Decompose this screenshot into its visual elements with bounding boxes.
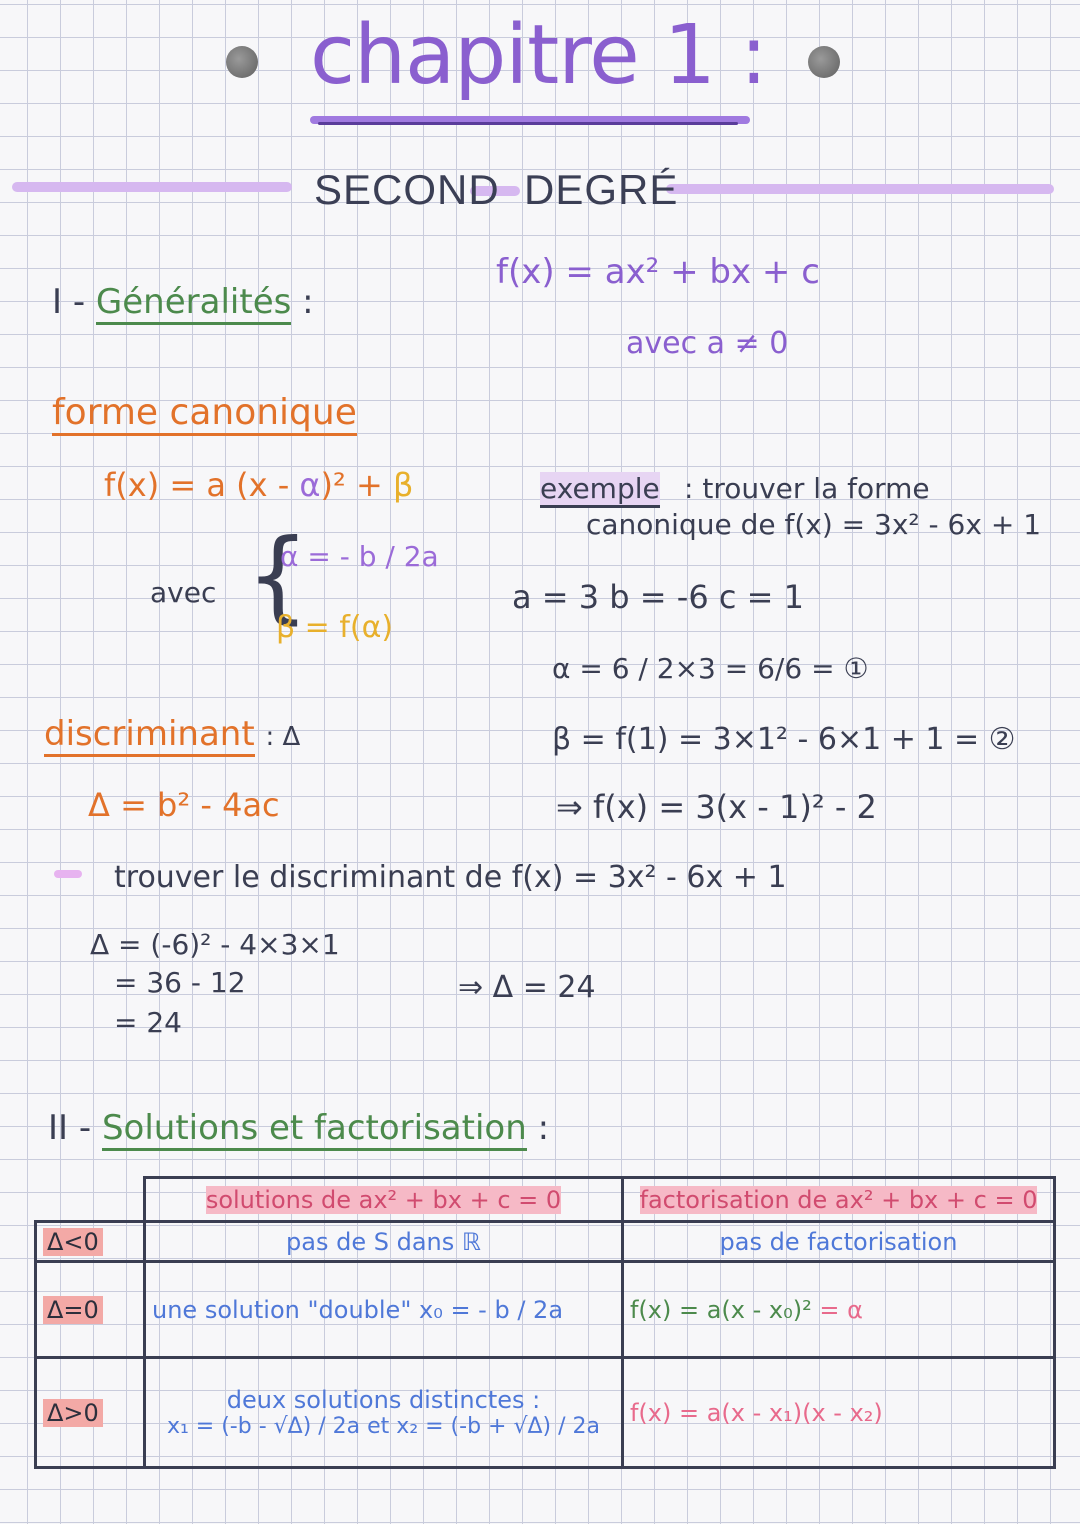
discriminant-step1: Δ = (-6)² - 4×3×1	[90, 928, 340, 961]
formula-beta: β	[392, 466, 414, 504]
row-label-zero	[36, 1262, 145, 1358]
section2-number: II -	[48, 1108, 92, 1148]
alpha-definition: α = - b / 2a	[280, 540, 439, 573]
definition-formula: f(x) = ax² + bx + c	[496, 252, 820, 292]
header-factorisation	[622, 1178, 1054, 1222]
exemple-coeffs: a = 3 b = -6 c = 1	[512, 578, 804, 616]
solutions-positive-line2: x₁ = (-b - √Δ) / 2a et x₂ = (-b + √Δ) / 2a	[166, 1414, 600, 1439]
bullet-dash	[54, 870, 82, 878]
section1-heading	[52, 282, 314, 322]
section2-heading	[48, 1108, 549, 1148]
exemple-beta-calc: β = f(1) = 3×1² - 6×1 + 1 = ②	[552, 722, 1016, 757]
exemple-label: exemple	[540, 472, 660, 508]
cell-solutions-zero: une solution "double" x₀ = - b / 2a	[145, 1262, 623, 1358]
table-corner	[36, 1178, 145, 1222]
subtitle-line-right	[666, 184, 1054, 194]
delta-negative-tag: Δ<0	[43, 1228, 103, 1256]
cell-solutions-negative: pas de S dans ℝ	[145, 1222, 623, 1262]
discriminant-symbol: : Δ	[265, 722, 301, 752]
brace-icon: {	[246, 517, 310, 634]
cell-factorisation-zero	[622, 1262, 1054, 1358]
page-title: chapitre 1 :	[310, 8, 767, 103]
exemple-alpha-calc: α = 6 / 2×3 = 6/6 = ①	[552, 652, 869, 685]
cell-factorisation-positive: f(x) = a(x - x₁)(x - x₂)	[622, 1358, 1054, 1468]
subtitle-line-left	[12, 182, 292, 192]
binder-hole-right	[808, 46, 840, 78]
row-label-positive	[36, 1358, 145, 1468]
delta-zero-tag: Δ=0	[43, 1296, 103, 1324]
table-header-row	[36, 1178, 1055, 1222]
table-row	[36, 1262, 1055, 1358]
section1-number: I -	[52, 282, 86, 322]
forme-canonique-label: forme canonique	[52, 392, 357, 436]
cell-factorisation-negative: pas de factorisation	[622, 1222, 1054, 1262]
subtitle-degre: DEGRÉ	[524, 166, 679, 213]
delta-positive-tag: Δ>0	[43, 1399, 103, 1427]
exemple-text-line2: canonique de f(x) = 3x² - 6x + 1	[586, 508, 1042, 541]
factorisation-zero-formula: f(x) = a(x - x₀)²	[629, 1295, 812, 1324]
definition-condition: avec a ≠ 0	[626, 326, 789, 361]
exemple-text-line1: : trouver la forme	[684, 472, 930, 505]
section1-title: Généralités	[96, 282, 291, 325]
discriminant-result: ⇒ Δ = 24	[458, 970, 596, 1005]
factorisation-zero-note: = α	[819, 1295, 863, 1324]
discriminant-heading	[44, 714, 300, 754]
header-factorisation-text: factorisation de ax² + bx + c = 0	[639, 1185, 1038, 1214]
beta-definition: β = f(α)	[276, 610, 394, 645]
discriminant-exercise: trouver le discriminant de f(x) = 3x² - 6x + 1	[114, 860, 787, 895]
subtitle-second: SECOND	[314, 166, 500, 213]
forme-canonique-formula	[104, 466, 413, 504]
exemple-result: ⇒ f(x) = 3(x - 1)² - 2	[556, 788, 877, 826]
discriminant-step2: = 36 - 12	[114, 966, 246, 999]
header-solutions-text: solutions de ax² + bx + c = 0	[205, 1185, 562, 1214]
section2-colon: :	[537, 1108, 550, 1148]
avec-label: avec	[150, 576, 217, 609]
discriminant-formula: Δ = b² - 4ac	[88, 786, 280, 824]
section1-colon: :	[302, 282, 314, 322]
discriminant-step3: = 24	[114, 1006, 182, 1039]
header-solutions	[145, 1178, 623, 1222]
cell-solutions-positive	[145, 1358, 623, 1468]
table-row	[36, 1222, 1055, 1262]
formula-part-b: )² +	[320, 466, 393, 504]
solutions-positive-line1: deux solutions distinctes :	[226, 1386, 541, 1414]
formula-part-a: f(x) = a (x -	[104, 466, 300, 504]
title-underline-dark	[318, 122, 738, 125]
section2-title: Solutions et factorisation	[102, 1108, 527, 1151]
table-row	[36, 1358, 1055, 1468]
formula-alpha: α	[299, 466, 321, 504]
solutions-table	[34, 1176, 1056, 1469]
binder-hole-left	[226, 46, 258, 78]
row-label-negative	[36, 1222, 145, 1262]
discriminant-label: discriminant	[44, 714, 255, 757]
